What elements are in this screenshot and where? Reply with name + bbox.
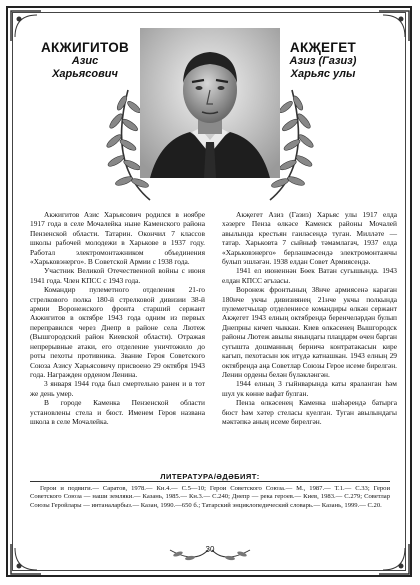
bio-ru-paragraph: Акжигитов Азис Харьясович родился в ноябре 1917 года в селе Мочалейка ныне Каменского района Пензенской области. Татарин. Окончил 7 классов школы рабочей молодежи в Харькове в 1937 году. Работал электромонтажником объединения «Харьковэнерго». В Советской Армии с 1938 года.	[30, 210, 205, 267]
page-number: 30	[205, 545, 215, 554]
bio-tt-paragraph: 1944 елның 3 гыйнварында каты яраланган һәм шул ук көнне вафат булган.	[222, 379, 397, 398]
literature-heading: ЛИТЕРАТУРА/ӘДӘБИЯТ:	[160, 472, 260, 481]
bio-tt-paragraph: 1941 ел июненнән Бөек Ватан сугышында. 1943 елдан КПСС әгъзасы.	[222, 266, 397, 285]
corner-ornament-icon	[377, 9, 411, 43]
bio-tt-paragraph: Воронеж фронтының 38нче армиясенә караган 180нче укчы дивизиянең 21нче укчы полкында пулеметчылар отделениесе командиры өлкән сержант Акҗегет 1943 елның октябрендә беренчеләрдән булып Днепрны кичеп чыккан. Киев өлкәсенең Вышгородск районы Лютеж авылы янындагы плацдарм өчен барган сугышта дошманның берничә контратакасын кире кагып, пехотасын юк итүдә катнашкан. 1943 елның 29 октябрендә аңа Советлар Союзы Герое исеме бирелгән. Ленин ордены белән бүләкләнгән.	[222, 285, 397, 379]
bio-tt-paragraph: Акҗегет Азиз (Газиз) Харьяс улы 1917 елда хәзерге Пенза өлкәсе Каменск районы Мочалей авылында крестьян гаиләсендә туган. Милләте — татар. Харьковта 7 сыйныф тәмамлагач, 1937 елда «Харьковэнерго» берләшмәсендә электромонтажчы булып эшләгән. 1938 елдан Совет Армиясендә.	[222, 210, 397, 267]
hero-patronymic-tt: Харьяс улы	[290, 68, 356, 80]
hero-patronymic-ru: Харьясович	[52, 68, 118, 80]
literature-text: Герои и подвиги.— Саратов, 1978.— Кн.4.— С.5—10; Герои Советского Союза.— М., 1987.— Т.1.— С.33; Герои Советского Союза — наши земляки.— Казань, 1985.— Кн.3.— С.240; Днепр — река героев.— Киев, 1983.— С.279; Советлар Союзы Геройлары — интаналарбыз.— Казан, 1990.—650 б.; Татарский энциклопедический словарь.— Казань, 1999.— С.20.	[30, 485, 390, 509]
corner-ornament-icon	[9, 9, 43, 43]
bio-ru-paragraph: 3 января 1944 года был смертельно ранен и в тот же день умер.	[30, 379, 205, 398]
bio-ru-paragraph: Участник Великой Отечественной войны с июня 1941 года. Член КПСС с 1943 года.	[30, 266, 205, 285]
hero-surname-tt: АКҖЕГЕТ	[289, 40, 357, 55]
hero-surname-ru: АКЖИГИТОВ	[40, 40, 130, 55]
hero-given-ru: Азис	[71, 55, 99, 67]
divider	[30, 481, 390, 482]
biography-tatar	[222, 210, 397, 426]
bio-ru-paragraph: Командир пулеметного отделения 21-го стрелкового полка 180-й стрелковой дивизии 38-й армии Воронежского фронта старший сержант Акжигитов в октябре 1943 года одним из первых переправился через Днепр в районе села Лютеж (Вышгородский район Киевской области). Отражая непрерывные атаки, его отделение уничтожило до роты пехоты противника. Звание Героя Советского Союза Азису Харьясовичу присвоено 29 октября 1943 года. Награжден орденом Ленина.	[30, 285, 205, 379]
hero-name-russian	[30, 40, 140, 81]
bio-tt-paragraph: Пенза өлкәсенең Каменка шәһәрендә батырга бюст һәм хәтер стеласы куелган. Туган авылындагы мәктәпкә аның исеме бирелгән.	[222, 398, 397, 426]
hero-given-tt: Азиз (Газиз)	[289, 55, 357, 67]
literature-list	[30, 485, 390, 510]
hero-portrait	[140, 28, 280, 178]
biography-russian	[30, 210, 205, 426]
bio-ru-paragraph: В городе Каменка Пензенской области установлены стела и бюст. Именем Героя названа школа в селе Мочалейка.	[30, 398, 205, 426]
